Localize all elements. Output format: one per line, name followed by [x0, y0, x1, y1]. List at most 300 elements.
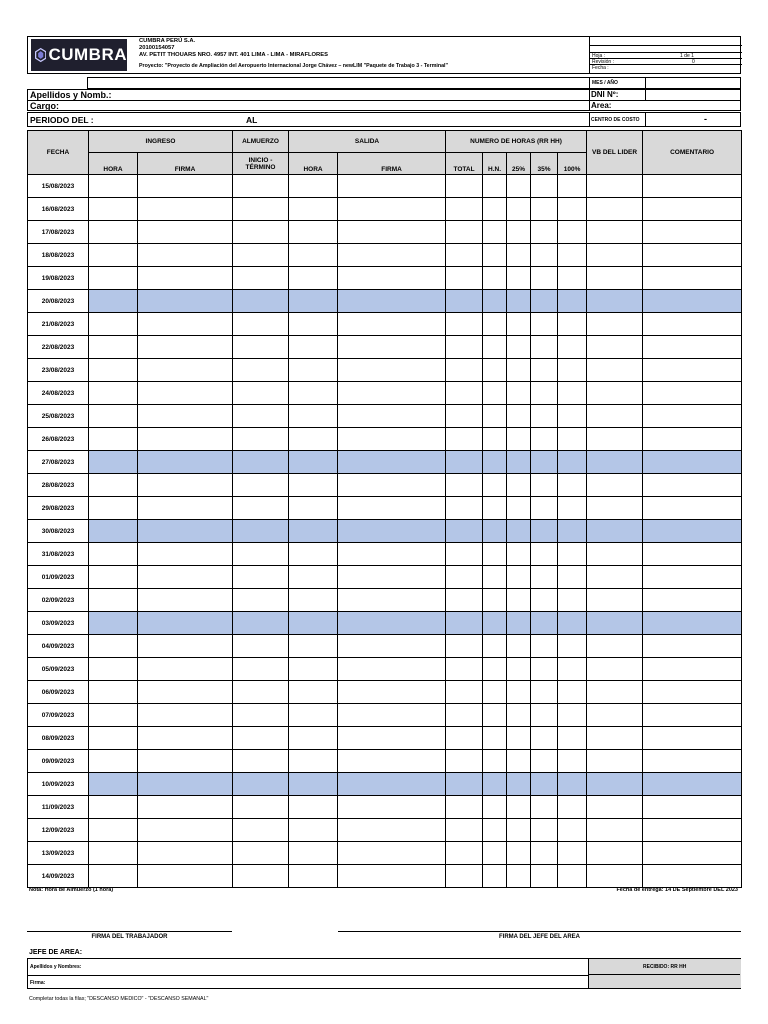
row-cell[interactable]: [289, 497, 338, 520]
row-cell[interactable]: [558, 175, 587, 198]
row-cell[interactable]: [289, 658, 338, 681]
row-cell[interactable]: [89, 451, 138, 474]
row-cell[interactable]: [531, 727, 558, 750]
row-cell[interactable]: [233, 819, 289, 842]
row-cell[interactable]: [587, 589, 643, 612]
row-cell[interactable]: [233, 612, 289, 635]
row-cell[interactable]: [483, 842, 507, 865]
row-cell[interactable]: [233, 773, 289, 796]
row-cell[interactable]: [483, 405, 507, 428]
row-cell[interactable]: [531, 520, 558, 543]
row-cell[interactable]: [531, 773, 558, 796]
row-cell[interactable]: [338, 750, 446, 773]
row-cell[interactable]: [507, 635, 531, 658]
row-cell[interactable]: [338, 382, 446, 405]
row-cell[interactable]: [587, 198, 643, 221]
row-cell[interactable]: [507, 382, 531, 405]
row-cell[interactable]: [446, 451, 483, 474]
row-cell[interactable]: [233, 704, 289, 727]
row-cell[interactable]: [338, 313, 446, 336]
row-cell[interactable]: [338, 589, 446, 612]
row-cell[interactable]: [507, 589, 531, 612]
row-cell[interactable]: [587, 727, 643, 750]
row-cell[interactable]: [587, 336, 643, 359]
row-cell[interactable]: [483, 336, 507, 359]
row-cell[interactable]: [587, 750, 643, 773]
row-cell[interactable]: [531, 382, 558, 405]
row-cell[interactable]: [138, 819, 233, 842]
row-cell[interactable]: [507, 543, 531, 566]
row-cell[interactable]: [446, 819, 483, 842]
row-cell[interactable]: [138, 566, 233, 589]
row-cell[interactable]: [289, 681, 338, 704]
row-cell[interactable]: [643, 267, 742, 290]
row-cell[interactable]: [89, 428, 138, 451]
row-cell[interactable]: [138, 612, 233, 635]
row-cell[interactable]: [138, 336, 233, 359]
row-cell[interactable]: [483, 451, 507, 474]
row-cell[interactable]: [643, 612, 742, 635]
row-cell[interactable]: [138, 267, 233, 290]
row-cell[interactable]: [643, 543, 742, 566]
row-cell[interactable]: [233, 336, 289, 359]
row-cell[interactable]: [289, 589, 338, 612]
row-cell[interactable]: [289, 520, 338, 543]
row-cell[interactable]: [89, 497, 138, 520]
row-cell[interactable]: [338, 336, 446, 359]
row-cell[interactable]: [89, 727, 138, 750]
row-cell[interactable]: [446, 681, 483, 704]
row-cell[interactable]: [507, 198, 531, 221]
row-cell[interactable]: [446, 405, 483, 428]
row-cell[interactable]: [483, 290, 507, 313]
row-cell[interactable]: [587, 428, 643, 451]
row-cell[interactable]: [89, 819, 138, 842]
row-cell[interactable]: [289, 428, 338, 451]
row-cell[interactable]: [558, 842, 587, 865]
row-cell[interactable]: [233, 175, 289, 198]
row-cell[interactable]: [558, 336, 587, 359]
row-cell[interactable]: [531, 796, 558, 819]
row-cell[interactable]: [558, 405, 587, 428]
row-cell[interactable]: [289, 474, 338, 497]
row-cell[interactable]: [289, 704, 338, 727]
row-cell[interactable]: [138, 543, 233, 566]
row-cell[interactable]: [558, 566, 587, 589]
row-cell[interactable]: [483, 865, 507, 888]
row-cell[interactable]: [233, 474, 289, 497]
row-cell[interactable]: [587, 819, 643, 842]
row-cell[interactable]: [531, 359, 558, 382]
row-cell[interactable]: [507, 796, 531, 819]
row-cell[interactable]: [338, 658, 446, 681]
row-cell[interactable]: [338, 635, 446, 658]
row-cell[interactable]: [89, 543, 138, 566]
row-cell[interactable]: [289, 865, 338, 888]
row-cell[interactable]: [531, 497, 558, 520]
row-cell[interactable]: [89, 520, 138, 543]
row-cell[interactable]: [531, 474, 558, 497]
row-cell[interactable]: [531, 313, 558, 336]
row-cell[interactable]: [643, 175, 742, 198]
row-cell[interactable]: [587, 474, 643, 497]
row-cell[interactable]: [507, 267, 531, 290]
row-cell[interactable]: [531, 658, 558, 681]
row-cell[interactable]: [233, 497, 289, 520]
row-cell[interactable]: [507, 773, 531, 796]
row-cell[interactable]: [587, 497, 643, 520]
row-cell[interactable]: [289, 382, 338, 405]
row-cell[interactable]: [446, 244, 483, 267]
row-cell[interactable]: [338, 267, 446, 290]
row-cell[interactable]: [558, 681, 587, 704]
row-cell[interactable]: [483, 796, 507, 819]
row-cell[interactable]: [507, 865, 531, 888]
row-cell[interactable]: [233, 520, 289, 543]
row-cell[interactable]: [558, 382, 587, 405]
row-cell[interactable]: [531, 405, 558, 428]
row-cell[interactable]: [531, 244, 558, 267]
row-cell[interactable]: [531, 221, 558, 244]
row-cell[interactable]: [338, 566, 446, 589]
row-cell[interactable]: [483, 175, 507, 198]
row-cell[interactable]: [446, 221, 483, 244]
row-cell[interactable]: [643, 474, 742, 497]
row-cell[interactable]: [446, 382, 483, 405]
row-cell[interactable]: [483, 819, 507, 842]
row-cell[interactable]: [89, 336, 138, 359]
row-cell[interactable]: [338, 727, 446, 750]
row-cell[interactable]: [138, 520, 233, 543]
row-cell[interactable]: [587, 543, 643, 566]
row-cell[interactable]: [587, 612, 643, 635]
row-cell[interactable]: [558, 451, 587, 474]
row-cell[interactable]: [138, 474, 233, 497]
row-cell[interactable]: [138, 704, 233, 727]
row-cell[interactable]: [531, 175, 558, 198]
row-cell[interactable]: [289, 175, 338, 198]
row-cell[interactable]: [138, 198, 233, 221]
row-cell[interactable]: [507, 704, 531, 727]
row-cell[interactable]: [338, 543, 446, 566]
row-cell[interactable]: [338, 497, 446, 520]
row-cell[interactable]: [446, 842, 483, 865]
row-cell[interactable]: [89, 382, 138, 405]
row-cell[interactable]: [446, 750, 483, 773]
row-cell[interactable]: [507, 451, 531, 474]
row-cell[interactable]: [338, 612, 446, 635]
row-cell[interactable]: [507, 566, 531, 589]
row-cell[interactable]: [507, 474, 531, 497]
row-cell[interactable]: [289, 451, 338, 474]
row-cell[interactable]: [558, 658, 587, 681]
row-cell[interactable]: [446, 796, 483, 819]
row-cell[interactable]: [587, 842, 643, 865]
row-cell[interactable]: [507, 520, 531, 543]
row-cell[interactable]: [587, 520, 643, 543]
row-cell[interactable]: [531, 865, 558, 888]
row-cell[interactable]: [643, 497, 742, 520]
row-cell[interactable]: [138, 290, 233, 313]
row-cell[interactable]: [446, 267, 483, 290]
row-cell[interactable]: [643, 727, 742, 750]
row-cell[interactable]: [643, 681, 742, 704]
row-cell[interactable]: [643, 842, 742, 865]
row-cell[interactable]: [233, 727, 289, 750]
row-cell[interactable]: [338, 175, 446, 198]
row-cell[interactable]: [89, 198, 138, 221]
row-cell[interactable]: [507, 819, 531, 842]
row-cell[interactable]: [446, 727, 483, 750]
row-cell[interactable]: [289, 796, 338, 819]
row-cell[interactable]: [531, 842, 558, 865]
row-cell[interactable]: [531, 428, 558, 451]
row-cell[interactable]: [587, 773, 643, 796]
row-cell[interactable]: [138, 221, 233, 244]
row-cell[interactable]: [587, 704, 643, 727]
row-cell[interactable]: [233, 221, 289, 244]
row-cell[interactable]: [446, 497, 483, 520]
row-cell[interactable]: [233, 865, 289, 888]
row-cell[interactable]: [338, 428, 446, 451]
row-cell[interactable]: [138, 244, 233, 267]
row-cell[interactable]: [483, 520, 507, 543]
row-cell[interactable]: [483, 658, 507, 681]
row-cell[interactable]: [558, 198, 587, 221]
row-cell[interactable]: [446, 198, 483, 221]
row-cell[interactable]: [587, 175, 643, 198]
row-cell[interactable]: [338, 405, 446, 428]
row-cell[interactable]: [89, 175, 138, 198]
row-cell[interactable]: [643, 244, 742, 267]
row-cell[interactable]: [587, 221, 643, 244]
row-cell[interactable]: [507, 727, 531, 750]
row-cell[interactable]: [289, 819, 338, 842]
row-cell[interactable]: [446, 290, 483, 313]
row-cell[interactable]: [643, 336, 742, 359]
row-cell[interactable]: [138, 658, 233, 681]
row-cell[interactable]: [558, 497, 587, 520]
row-cell[interactable]: [338, 244, 446, 267]
row-cell[interactable]: [483, 566, 507, 589]
row-cell[interactable]: [233, 451, 289, 474]
row-cell[interactable]: [531, 566, 558, 589]
row-cell[interactable]: [643, 520, 742, 543]
row-cell[interactable]: [338, 359, 446, 382]
row-cell[interactable]: [89, 244, 138, 267]
row-cell[interactable]: [558, 589, 587, 612]
row-cell[interactable]: [558, 704, 587, 727]
row-cell[interactable]: [446, 336, 483, 359]
row-cell[interactable]: [89, 704, 138, 727]
row-cell[interactable]: [446, 635, 483, 658]
row-cell[interactable]: [558, 428, 587, 451]
row-cell[interactable]: [233, 290, 289, 313]
row-cell[interactable]: [233, 658, 289, 681]
row-cell[interactable]: [89, 658, 138, 681]
row-cell[interactable]: [233, 428, 289, 451]
row-cell[interactable]: [483, 198, 507, 221]
row-cell[interactable]: [507, 497, 531, 520]
row-cell[interactable]: [89, 405, 138, 428]
row-cell[interactable]: [289, 405, 338, 428]
row-cell[interactable]: [643, 819, 742, 842]
row-cell[interactable]: [587, 244, 643, 267]
row-cell[interactable]: [643, 382, 742, 405]
row-cell[interactable]: [531, 451, 558, 474]
row-cell[interactable]: [643, 428, 742, 451]
row-cell[interactable]: [338, 681, 446, 704]
row-cell[interactable]: [289, 750, 338, 773]
row-cell[interactable]: [558, 750, 587, 773]
row-cell[interactable]: [531, 267, 558, 290]
row-cell[interactable]: [507, 336, 531, 359]
row-cell[interactable]: [558, 635, 587, 658]
row-cell[interactable]: [558, 727, 587, 750]
row-cell[interactable]: [643, 658, 742, 681]
row-cell[interactable]: [507, 681, 531, 704]
row-cell[interactable]: [643, 773, 742, 796]
row-cell[interactable]: [507, 405, 531, 428]
row-cell[interactable]: [483, 612, 507, 635]
row-cell[interactable]: [446, 566, 483, 589]
row-cell[interactable]: [531, 681, 558, 704]
row-cell[interactable]: [338, 704, 446, 727]
row-cell[interactable]: [587, 796, 643, 819]
row-cell[interactable]: [531, 543, 558, 566]
row-cell[interactable]: [558, 313, 587, 336]
row-cell[interactable]: [643, 221, 742, 244]
row-cell[interactable]: [446, 773, 483, 796]
row-cell[interactable]: [338, 773, 446, 796]
row-cell[interactable]: [483, 382, 507, 405]
row-cell[interactable]: [138, 750, 233, 773]
row-cell[interactable]: [558, 359, 587, 382]
row-cell[interactable]: [138, 773, 233, 796]
row-cell[interactable]: [507, 750, 531, 773]
row-cell[interactable]: [138, 175, 233, 198]
row-cell[interactable]: [507, 842, 531, 865]
row-cell[interactable]: [233, 589, 289, 612]
row-cell[interactable]: [587, 681, 643, 704]
row-cell[interactable]: [89, 221, 138, 244]
row-cell[interactable]: [89, 474, 138, 497]
row-cell[interactable]: [558, 865, 587, 888]
row-cell[interactable]: [233, 359, 289, 382]
row-cell[interactable]: [289, 290, 338, 313]
row-cell[interactable]: [558, 267, 587, 290]
row-cell[interactable]: [531, 589, 558, 612]
row-cell[interactable]: [587, 313, 643, 336]
row-cell[interactable]: [289, 336, 338, 359]
row-cell[interactable]: [338, 290, 446, 313]
row-cell[interactable]: [643, 290, 742, 313]
row-cell[interactable]: [483, 773, 507, 796]
row-cell[interactable]: [483, 635, 507, 658]
row-cell[interactable]: [507, 221, 531, 244]
row-cell[interactable]: [531, 704, 558, 727]
row-cell[interactable]: [446, 359, 483, 382]
row-cell[interactable]: [289, 221, 338, 244]
row-cell[interactable]: [558, 221, 587, 244]
row-cell[interactable]: [338, 842, 446, 865]
row-cell[interactable]: [89, 290, 138, 313]
row-cell[interactable]: [531, 612, 558, 635]
row-cell[interactable]: [233, 635, 289, 658]
row-cell[interactable]: [483, 313, 507, 336]
row-cell[interactable]: [233, 405, 289, 428]
row-cell[interactable]: [338, 819, 446, 842]
row-cell[interactable]: [446, 313, 483, 336]
row-cell[interactable]: [643, 704, 742, 727]
row-cell[interactable]: [558, 773, 587, 796]
row-cell[interactable]: [587, 290, 643, 313]
row-cell[interactable]: [138, 451, 233, 474]
row-cell[interactable]: [338, 520, 446, 543]
row-cell[interactable]: [338, 198, 446, 221]
row-cell[interactable]: [138, 865, 233, 888]
row-cell[interactable]: [531, 336, 558, 359]
row-cell[interactable]: [531, 750, 558, 773]
row-cell[interactable]: [643, 313, 742, 336]
row-cell[interactable]: [89, 773, 138, 796]
row-cell[interactable]: [289, 773, 338, 796]
row-cell[interactable]: [483, 428, 507, 451]
row-cell[interactable]: [289, 244, 338, 267]
row-cell[interactable]: [89, 842, 138, 865]
row-cell[interactable]: [338, 451, 446, 474]
row-cell[interactable]: [289, 359, 338, 382]
row-cell[interactable]: [446, 520, 483, 543]
row-cell[interactable]: [643, 198, 742, 221]
row-cell[interactable]: [138, 727, 233, 750]
row-cell[interactable]: [138, 405, 233, 428]
row-cell[interactable]: [138, 842, 233, 865]
row-cell[interactable]: [446, 658, 483, 681]
row-cell[interactable]: [643, 796, 742, 819]
row-cell[interactable]: [507, 244, 531, 267]
row-cell[interactable]: [138, 497, 233, 520]
row-cell[interactable]: [89, 313, 138, 336]
row-cell[interactable]: [338, 796, 446, 819]
row-cell[interactable]: [233, 681, 289, 704]
row-cell[interactable]: [587, 405, 643, 428]
row-cell[interactable]: [531, 290, 558, 313]
row-cell[interactable]: [233, 842, 289, 865]
row-cell[interactable]: [289, 543, 338, 566]
row-cell[interactable]: [483, 750, 507, 773]
row-cell[interactable]: [587, 382, 643, 405]
row-cell[interactable]: [507, 290, 531, 313]
row-cell[interactable]: [446, 474, 483, 497]
row-cell[interactable]: [483, 267, 507, 290]
row-cell[interactable]: [446, 865, 483, 888]
row-cell[interactable]: [289, 313, 338, 336]
row-cell[interactable]: [587, 566, 643, 589]
row-cell[interactable]: [446, 428, 483, 451]
row-cell[interactable]: [289, 612, 338, 635]
row-cell[interactable]: [643, 865, 742, 888]
row-cell[interactable]: [138, 313, 233, 336]
row-cell[interactable]: [507, 612, 531, 635]
row-cell[interactable]: [138, 796, 233, 819]
row-cell[interactable]: [233, 313, 289, 336]
row-cell[interactable]: [531, 635, 558, 658]
row-cell[interactable]: [531, 819, 558, 842]
row-cell[interactable]: [233, 244, 289, 267]
row-cell[interactable]: [483, 543, 507, 566]
row-cell[interactable]: [89, 612, 138, 635]
